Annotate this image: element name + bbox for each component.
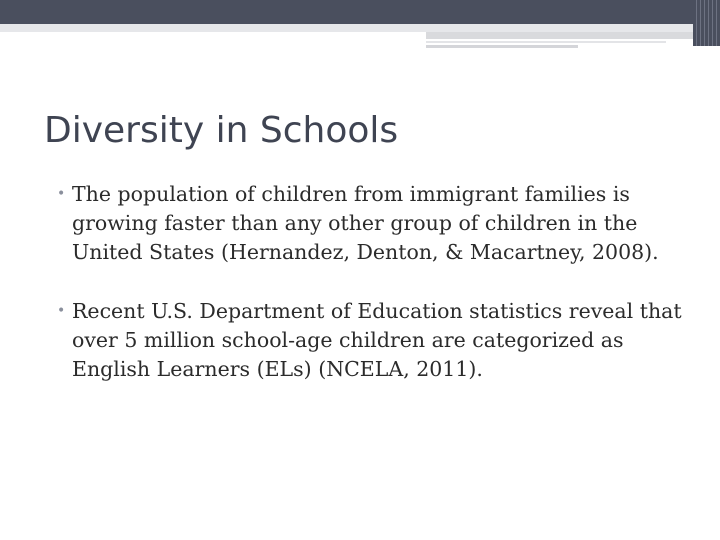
header-rule-thin	[426, 41, 666, 43]
slide-title: Diversity in Schools	[44, 110, 399, 151]
header-rule-accent	[426, 32, 693, 39]
bullet-dot-icon: •	[57, 186, 66, 202]
header-rule-short	[426, 45, 578, 48]
bullet-dot-icon: •	[57, 303, 66, 319]
header-band-stripes	[693, 0, 720, 46]
bullet-list	[40, 180, 690, 384]
header-band	[0, 0, 720, 24]
bullet-item	[40, 180, 690, 267]
bullet-text: The population of children from immigrant families is growing faster than any other group of children in the United States (Hernandez, Denton, & Macartney, 2008).	[72, 182, 659, 264]
bullet-item	[40, 297, 690, 384]
bullet-text: Recent U.S. Department of Education statistics reveal that over 5 million school-age children are categorized as English Learners (ELs) (NCELA, 2011).	[72, 299, 682, 381]
header-rule	[0, 24, 693, 32]
